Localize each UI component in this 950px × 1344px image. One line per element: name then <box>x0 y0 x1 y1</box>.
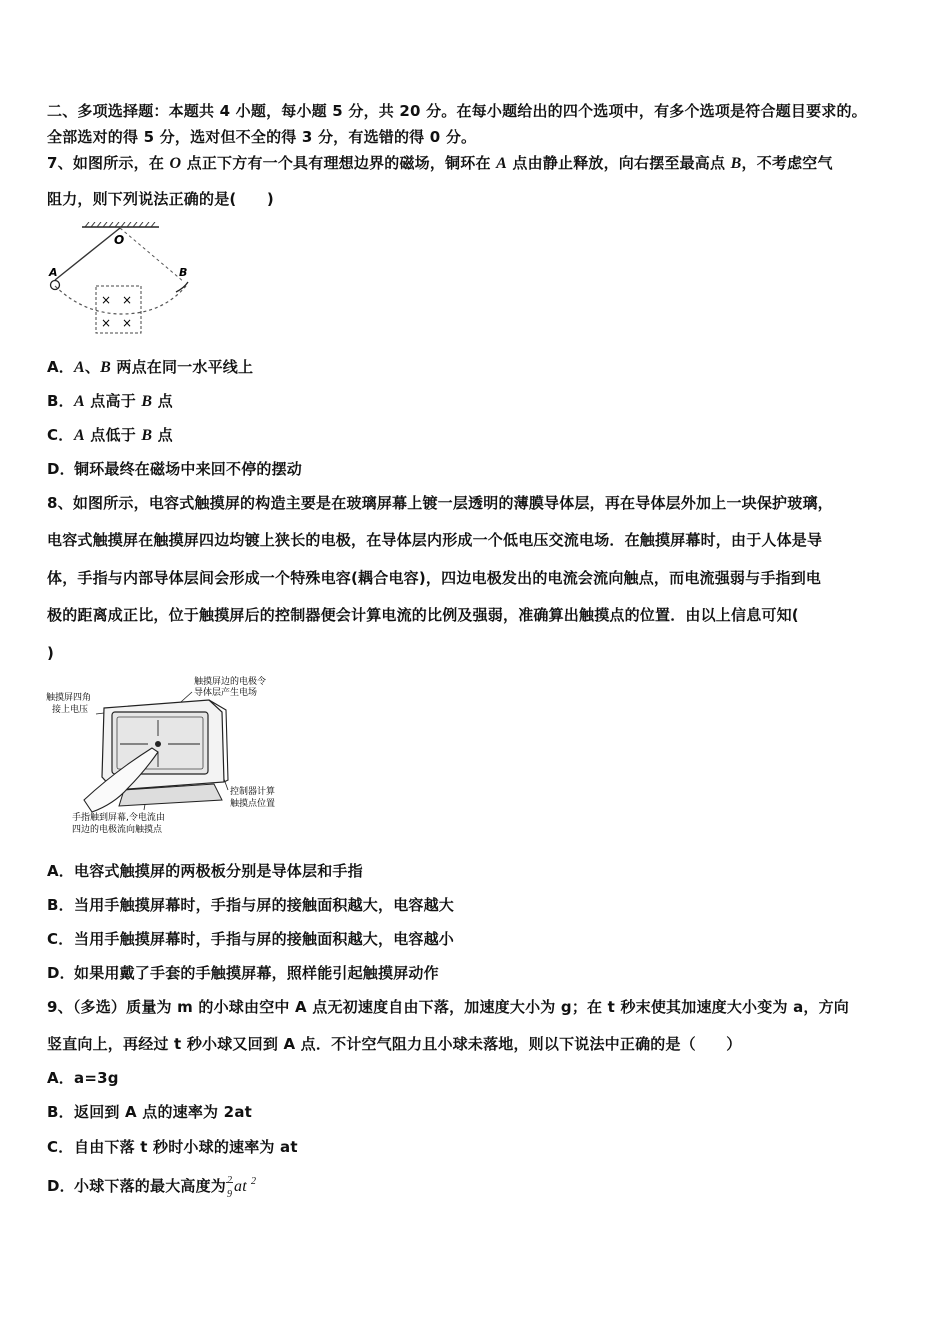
q8-option-a[interactable]: A．电容式触摸屏的两极板分别是导体层和手指 <box>47 862 363 880</box>
touch-point <box>155 741 161 747</box>
max-height-formula: 2 9 at 2 <box>227 1175 257 1200</box>
q8-stem-line-1: 8、如图所示，电容式触摸屏的构造主要是在玻璃屏幕上镀一层透明的薄膜导体层，再在导体层外加上一块保护玻璃， <box>47 494 833 512</box>
q7-option-a[interactable]: A．A、B 两点在同一水平线上 <box>47 358 254 376</box>
q8-stem-line-4: 极的距离成正比，位于触摸屏后的控制器便会计算电流的比例及强弱，准确算出触摸点的位置．由以上信息可知( <box>47 606 799 624</box>
label-top-1: 触摸屏边的电极令 <box>194 677 267 687</box>
q7-option-b[interactable]: B．A 点高于 B 点 <box>47 392 173 410</box>
label-top-2: 导体层产生电场 <box>194 688 258 698</box>
q9-stem-line-1: 9、（多选）质量为 m 的小球由空中 A 点无初速度自由下落，加速度大小为 g；在 t 秒末使其加速度大小变为 a，方向 <box>47 998 849 1016</box>
copper-ring-A <box>51 281 60 290</box>
field-cross: × <box>122 293 133 307</box>
label-bottom-1: 手指触到屏幕,令电流由 <box>72 813 165 823</box>
q9-option-b[interactable]: B．返回到 A 点的速率为 2at <box>47 1103 253 1121</box>
q7-stem-line-2: 阻力，则下列说法正确的是( ) <box>47 190 274 208</box>
q9-stem-line-2: 竖直向上，再经过 t 秒小球又回到 A 点．不计空气阻力且小球未落地，则以下说法中正确的是（ ） <box>47 1035 742 1053</box>
label-right-2: 触摸点位置 <box>230 799 276 809</box>
q8-touchscreen-figure <box>44 672 294 837</box>
label-B: B <box>179 266 188 279</box>
q8-option-d[interactable]: D．如果用戴了手套的手触摸屏幕，照样能引起触摸屏动作 <box>47 964 439 982</box>
field-cross: × <box>101 293 112 307</box>
field-cross: × <box>122 316 133 330</box>
section-heading-line-1: 二、多项选择题：本题共 4 小题，每小题 5 分，共 20 分。在每小题给出的四个选项中，有多个选项是符合题目要求的。 <box>47 102 867 120</box>
q8-stem-line-5: ) <box>47 644 55 662</box>
label-left-2: 接上电压 <box>52 705 89 715</box>
q9-option-d[interactable]: D．小球下落的最大高度为 2 9 at 2 <box>47 1176 260 1196</box>
q8-stem-line-2: 电容式触摸屏在触摸屏四边均镀上狭长的电极，在导体层内形成一个低电压交流电场．在触摸屏幕时，由于人体是导 <box>47 531 823 549</box>
pendulum-string <box>55 228 120 280</box>
q8-option-c[interactable]: C．当用手触摸屏幕时，手指与屏的接触面积越大，电容越小 <box>47 930 455 948</box>
q7-pendulum-figure <box>44 222 204 337</box>
q7-option-d[interactable]: D．铜环最终在磁场中来回不停的摆动 <box>47 460 303 478</box>
label-O: O <box>114 233 125 247</box>
q7-stem-line-1: 7、如图所示，在 O 点正下方有一个具有理想边界的磁场，铜环在 A 点由静止释放，向右摆至最高点 B，不考虑空气 <box>47 154 833 172</box>
q9-option-c[interactable]: C．自由下落 t 秒时小球的速率为 at <box>47 1138 298 1156</box>
label-A: A <box>49 266 58 279</box>
q8-option-b[interactable]: B．当用手触摸屏幕时，手指与屏的接触面积越大，电容越大 <box>47 896 455 914</box>
q8-stem-line-3: 体，手指与内部导体层间会形成一个特殊电容(耦合电容)，四边电极发出的电流会流向触点，而电流强弱与手指到电 <box>47 569 822 587</box>
q9-option-a[interactable]: A．a=3g <box>47 1069 119 1087</box>
section-heading-line-2: 全部选对的得 5 分，选对但不全的得 3 分，有选错的得 0 分。 <box>47 128 477 146</box>
label-left-1: 触摸屏四角 <box>46 693 92 703</box>
field-cross: × <box>101 316 112 330</box>
q7-option-c[interactable]: C．A 点低于 B 点 <box>47 426 173 444</box>
label-bottom-2: 四边的电极流向触摸点 <box>72 825 163 835</box>
label-right-1: 控制器计算 <box>230 787 276 797</box>
string-to-B <box>120 228 184 282</box>
swing-path <box>55 286 186 314</box>
